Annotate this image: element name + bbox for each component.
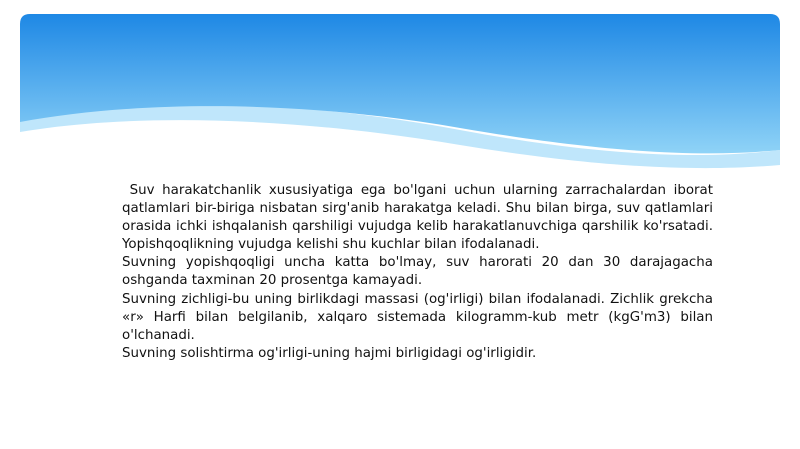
paragraph-viscosity-temperature: Suvning yopishqoqligi uncha katta bo'lmay, suv harorati 20 dan 30 darajagacha oshganda taxminan 20 prosentga kamayadi.: [122, 255, 718, 289]
paragraph-viscosity: Suv harakatchanlik xususiyatiga ega bo'lgani uchun ularning zarrachalardan iborat qatlamlari bir-biriga nisbatan sirg'anib harakatga keladi. Shu bilan birga, suv qatlamlari orasida ichki ishqalanish qarshiligi vujudga kelib harakatlanuvchiga qarshilik ko'rsatadi. Yopishqoqlikning vujudga kelishi shu kuchlar bilan ifodalanadi.: [122, 183, 718, 253]
paragraph-density: Suvning zichligi-bu uning birlikdagi massasi (og'irligi) bilan ifodalanadi. Zichlik grekcha «r» Harfi bilan belgilanib, xalqaro sistemada kilogramm-kub metr (kgG'm3) bilan o'lchanadi.: [122, 291, 718, 343]
paragraph-specific-weight: Suvning solishtirma og'irligi-uning hajmi birligidagi og'irligidir.: [122, 345, 537, 361]
body-text: [122, 182, 718, 363]
header-wave-banner: [0, 0, 800, 180]
